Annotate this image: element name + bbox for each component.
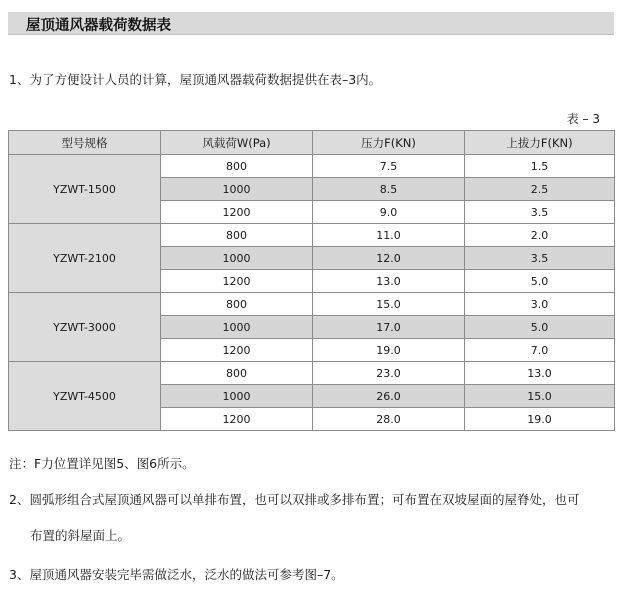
table-header-row (9, 131, 615, 155)
pressure-cell: 28.0 (313, 408, 465, 431)
pressure-cell: 15.0 (313, 293, 465, 316)
header-uplift: 上拔力F(KN) (465, 131, 615, 155)
pressure-cell: 11.0 (313, 224, 465, 247)
model-cell: YZWT-3000 (9, 293, 161, 362)
pressure-cell: 26.0 (313, 385, 465, 408)
uplift-cell: 3.5 (465, 247, 615, 270)
wind-load-cell: 800 (161, 224, 313, 247)
model-cell: YZWT-4500 (9, 362, 161, 431)
table-row (9, 224, 615, 247)
wind-load-cell: 800 (161, 155, 313, 178)
table-caption: 表 – 3 (566, 112, 600, 126)
table-row (9, 362, 615, 385)
pressure-cell: 23.0 (313, 362, 465, 385)
uplift-cell: 15.0 (465, 385, 615, 408)
wind-load-cell: 1000 (161, 178, 313, 201)
intro-paragraph: 1、为了方便设计人员的计算，屋顶通风器载荷数据提供在表–3内。 (9, 72, 382, 87)
wind-load-cell: 1200 (161, 201, 313, 224)
uplift-cell: 1.5 (465, 155, 615, 178)
uplift-cell: 7.0 (465, 339, 615, 362)
wind-load-cell: 1200 (161, 339, 313, 362)
wind-load-cell: 800 (161, 362, 313, 385)
paragraph-2-line-1: 2、圆弧形组合式屋顶通风器可以单排布置，也可以双排或多排布置；可布置在双坡屋面的屋脊处，也可 (9, 492, 580, 507)
wind-load-cell: 1000 (161, 385, 313, 408)
uplift-cell: 19.0 (465, 408, 615, 431)
section-title-bar (8, 12, 614, 35)
wind-load-cell: 1200 (161, 408, 313, 431)
wind-load-cell: 800 (161, 293, 313, 316)
model-cell: YZWT-1500 (9, 155, 161, 224)
paragraph-2-line-2: 布置的斜屋面上。 (30, 528, 131, 543)
uplift-cell: 3.0 (465, 293, 615, 316)
pressure-cell: 19.0 (313, 339, 465, 362)
load-data-table (8, 130, 615, 431)
wind-load-cell: 1000 (161, 247, 313, 270)
uplift-cell: 5.0 (465, 316, 615, 339)
table-row (9, 293, 615, 316)
pressure-cell: 7.5 (313, 155, 465, 178)
pressure-cell: 17.0 (313, 316, 465, 339)
header-pressure: 压力F(KN) (313, 131, 465, 155)
uplift-cell: 3.5 (465, 201, 615, 224)
pressure-cell: 9.0 (313, 201, 465, 224)
table-row (9, 155, 615, 178)
model-cell: YZWT-2100 (9, 224, 161, 293)
uplift-cell: 2.5 (465, 178, 615, 201)
note-text: 注：F力位置详见图5、图6所示。 (9, 456, 195, 471)
uplift-cell: 13.0 (465, 362, 615, 385)
paragraph-3: 3、屋顶通风器安装完毕需做泛水，泛水的做法可参考图–7。 (9, 567, 344, 582)
header-wind-load: 风载荷W(Pa) (161, 131, 313, 155)
pressure-cell: 13.0 (313, 270, 465, 293)
pressure-cell: 8.5 (313, 178, 465, 201)
wind-load-cell: 1200 (161, 270, 313, 293)
wind-load-cell: 1000 (161, 316, 313, 339)
section-title: 屋顶通风器载荷数据表 (26, 18, 171, 34)
pressure-cell: 12.0 (313, 247, 465, 270)
header-model: 型号规格 (9, 131, 161, 155)
uplift-cell: 2.0 (465, 224, 615, 247)
uplift-cell: 5.0 (465, 270, 615, 293)
